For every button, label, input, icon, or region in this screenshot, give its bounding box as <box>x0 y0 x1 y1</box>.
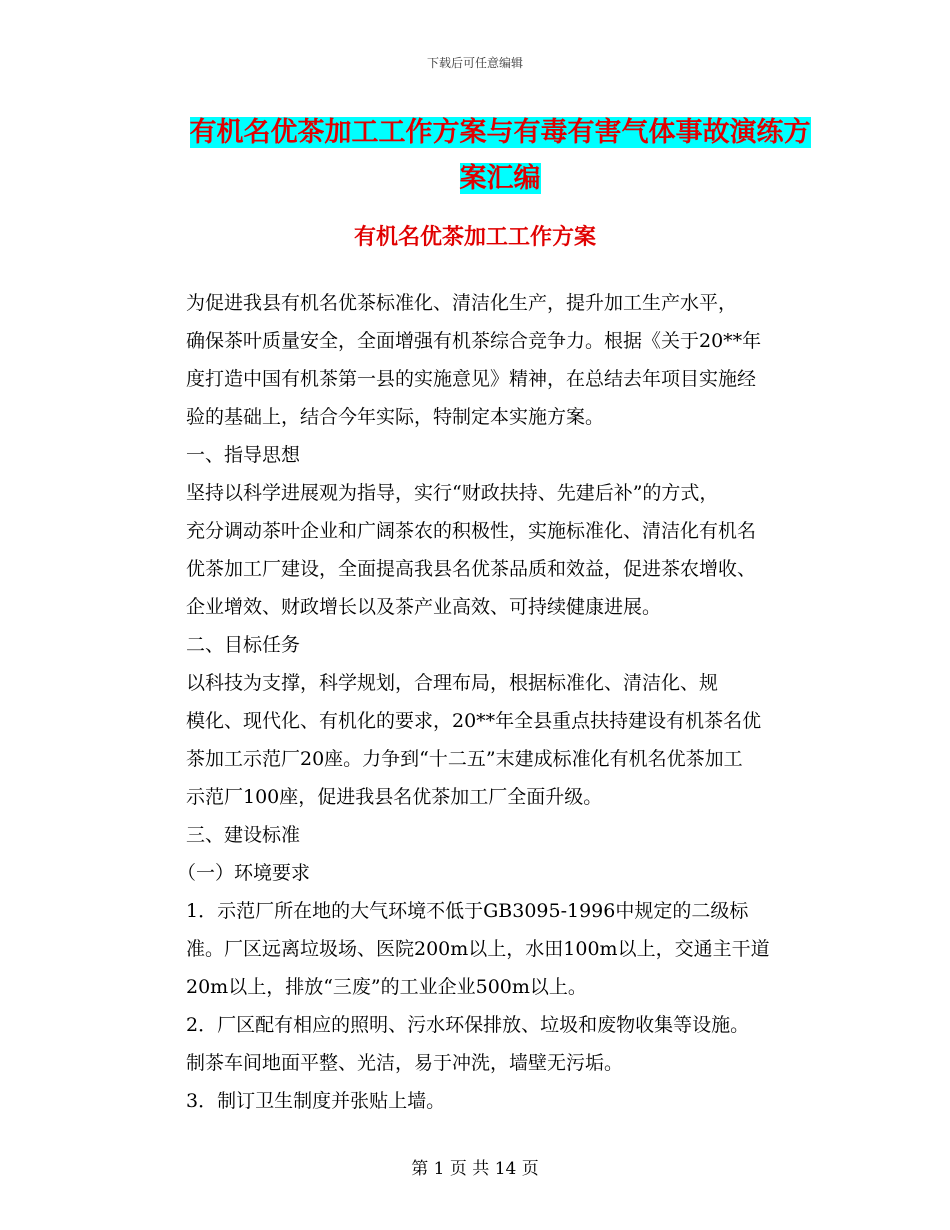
paragraph-line: 度打造中国有机茶第一县的实施意见》精神，在总结去年项目实施经 <box>186 368 757 390</box>
paragraph-item-3 <box>141 1082 811 1120</box>
section-heading: 一、指导思想 <box>186 444 301 466</box>
paragraph-targets <box>141 664 811 816</box>
paragraph-line: 优茶加工厂建设，全面提高我县名优茶品质和效益，促进茶农增收、 <box>186 558 757 580</box>
paragraph-line: 企业增效、财政增长以及茶产业高效、可持续健康进展。 <box>186 596 662 618</box>
paragraph-line: 确保茶叶质量安全，全面增强有机茶综合竞争力。根据《关于20**年 <box>186 330 762 352</box>
heading-targets <box>141 626 811 664</box>
paragraph-line: 验的基础上，结合今年实际，特制定本实施方案。 <box>186 406 605 428</box>
section-title: 有机名优茶加工工作方案 <box>353 225 596 250</box>
main-title-line-1: 有机名优茶加工工作方案与有毒有害气体事故演练方 <box>189 117 811 148</box>
main-title-line-2: 案汇编 <box>459 163 541 194</box>
heading-guiding-ideology <box>141 436 811 474</box>
heading-construction-standards <box>141 816 811 854</box>
main-title <box>180 110 820 202</box>
section-heading: 二、目标任务 <box>186 634 301 656</box>
paragraph-item-2 <box>141 1006 811 1082</box>
section-heading: 三、建设标准 <box>186 824 301 846</box>
paragraph-guiding-ideology <box>141 474 811 626</box>
subsection-heading: （一）环境要求 <box>177 862 311 884</box>
paragraph-line: 示范厂100座，促进我县名优茶加工厂全面升级。 <box>186 786 603 808</box>
paragraph-line: 20m以上，排放“三废”的工业企业500m以上。 <box>186 976 587 998</box>
paragraph-intro <box>141 284 811 436</box>
paragraph-line: 坚持以科学进展观为指导，实行“财政扶持、先建后补”的方式， <box>186 482 719 504</box>
paragraph-line: 2．厂区配有相应的照明、污水环保排放、垃圾和废物收集等设施。 <box>186 1014 750 1036</box>
paragraph-line: 以科技为支撑，科学规划，合理布局，根据标准化、清洁化、规 <box>186 672 719 694</box>
paragraph-item-1 <box>141 892 811 1006</box>
paragraph-line: 1．示范厂所在地的大气环境不低于GB3095-1996中规定的二级标 <box>186 900 749 922</box>
document-body <box>141 284 811 1120</box>
paragraph-line: 模化、现代化、有机化的要求，20**年全县重点扶持建设有机茶名优 <box>186 710 762 732</box>
page-number: 第 1 页 共 14 页 <box>411 1159 539 1179</box>
paragraph-line: 为促进我县有机名优茶标准化、清洁化生产，提升加工生产水平， <box>186 292 738 314</box>
paragraph-line: 茶加工示范厂20座。力争到“十二五”末建成标准化有机名优茶加工 <box>186 748 743 770</box>
paragraph-line: 充分调动茶叶企业和广阔茶农的积极性，实施标准化、清洁化有机名 <box>186 520 757 542</box>
paragraph-line: 3．制订卫生制度并张贴上墙。 <box>186 1090 446 1112</box>
paragraph-line: 制茶车间地面平整、光洁，易于冲洗，墙壁无污垢。 <box>186 1052 624 1074</box>
heading-environment <box>141 854 811 892</box>
paragraph-line: 准。厂区远离垃圾场、医院200m以上，水田100m以上，交通主干道 <box>186 938 770 960</box>
page-header: 下载后可任意编辑 <box>426 56 523 70</box>
